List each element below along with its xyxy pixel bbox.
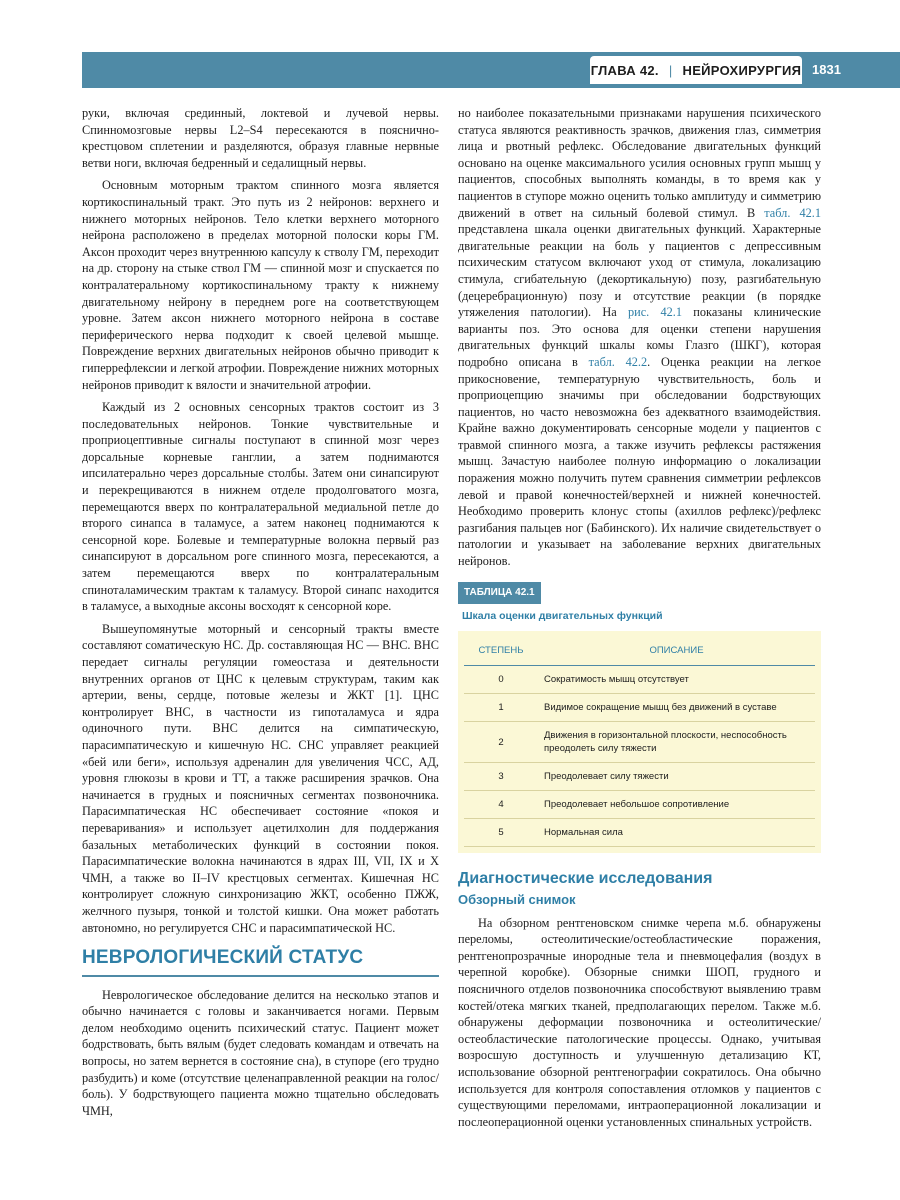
subsubsection-heading: Обзорный снимок xyxy=(458,892,576,907)
table-title: Шкала оценки двигательных функций xyxy=(462,610,663,623)
text-run: но наиболее показательными признаками нарушения психического статуса являются реактивность зрачков, движения глаз, симметрия лица и рвотный рефлекс. Обследование двигательных функций основано на оценке максимального усилия основных групп мышц у пациентов, способных выполнять команды, в то время как у пациентов в ступоре можно оценить только амплитуду и симметрию движений в ответ на сильный болевой стимул. В xyxy=(458,106,821,220)
degree-cell: 0 xyxy=(464,666,538,694)
header-separator: | xyxy=(668,62,673,78)
table-row xyxy=(464,791,815,819)
table-header-row xyxy=(464,639,815,666)
paragraph xyxy=(458,105,821,570)
table-row xyxy=(464,722,815,763)
degree-cell: 1 xyxy=(464,694,538,722)
table-row xyxy=(464,666,815,694)
paragraph: Вышеупомянутые моторный и сенсорный тракты вместе составляют соматическую НС. Др. составляющая НС — ВНС. ВНС передает сигналы регуляции гомеостаза и деятельности внутренних органов от ЦНС к целевым структурам, таким как артерии, вены, сердце, потовые железы и ЖКТ [1]. ЦНС контролирует ВНС, в частности из гипоталамуса и ядра одиночного пути. ВНС делится на симпатическую, парасимпатическую и кишечную НС. СНС управляет реакцией «бей или беги», используя адреналин для увеличения ЧСС, АД, уровня глюкозы в крови и ТТ, а также расширения зрачков. Она начинается в грудных и поясничных сегментах позвоночника. Парасимпатическая НС обеспечивает состояние «покоя и переваривания» и использует ацетилхолин для поддержания базальных метаболических функций в состоянии покоя. Парасимпатические волокна начинаются в ядрах III, VII, IX и X ЧМН, а также во II–IV крестцовых сегментах. Кишечная НС контролирует сложную синхронизацию ЖКТ, особенно ПЖЖ, желчного пузыря, тонкой и толстой кишки. Она может работать автономно, но регулируется СНС и парасимпатической НС. xyxy=(82,621,439,935)
table-label: ТАБЛИЦА 42.1 xyxy=(458,582,541,605)
chapter-number: ГЛАВА 42. xyxy=(590,62,659,78)
paragraph: руки, включая срединный, локтевой и лучевой нервы. Спинномозговые нервы L2–S4 пересекаются в пояснично-крестцовом сплетении и разделяются, образуя главные нервные ветви ноги, включая бедренный и седалищный нервы. xyxy=(82,106,439,170)
degree-cell: 2 xyxy=(464,722,538,763)
paragraph: На обзорном рентгеновском снимке черепа м.б. обнаружены переломы, остеолитические/остеобластические поражения, рентгенопрозрачные инородные тела и пневмоцефалия (воздух в черепной коробке). Обзорные снимки ШОП, грудного и поясничного отделов позвоночника способствуют выявлению травм костей/отека мягких тканей, предполагающих перелом. Также м.б. обнаружены деформации позвоночника и остеолитические/остеобластические патологические процессы. Однако, учитывая возросшую доступность и улучшенную детализацию КТ, использование обзорной рентгенографии сократилось. Она обычно используется для контроля сопоставления отломков у пациентов с существующими переломами, интраоперационной локализации и послеоперационной оценки установленных спинальных устройств. xyxy=(458,915,821,1129)
description-cell: Преодолевает небольшое сопротивление xyxy=(538,791,815,819)
description-cell: Нормальная сила xyxy=(538,819,815,847)
degree-cell: 4 xyxy=(464,791,538,819)
column-header-description: ОПИСАНИЕ xyxy=(538,639,815,666)
table-body xyxy=(458,631,821,854)
degree-cell: 3 xyxy=(464,763,538,791)
table-row xyxy=(464,819,815,847)
table-reference-link[interactable]: табл. 42.2 xyxy=(588,354,648,369)
chapter-header xyxy=(590,56,802,84)
motor-scale-table xyxy=(458,582,821,854)
right-column xyxy=(458,105,821,1130)
section-heading: НЕВРОЛОГИЧЕСКИЙ СТАТУС xyxy=(82,950,439,977)
figure-reference-link[interactable]: рис. 42.1 xyxy=(627,305,683,320)
description-cell: Движения в горизонтальной плоскости, неспособность преодолеть силу тяжести xyxy=(538,722,815,763)
table-row xyxy=(464,694,815,722)
table-grid xyxy=(464,639,815,848)
paragraph: Неврологическое обследование делится на несколько этапов и обычно начинается с головы и заканчивается ногами. Первым делом необходимо оценить психический статус. Пациент может бодрствовать, быть вялым (будет следовать командам и отвечать на вопросы, но затем вернется в состояние сна), в ступоре (его трудно разбудить) и коме (отсутствие целенаправленной реакции на голос/боль). У бодрствующего пациента можно тщательно обследовать ЧМН, xyxy=(82,987,439,1118)
table-row xyxy=(464,763,815,791)
paragraph: Основным моторным трактом спинного мозга является кортикоспинальный тракт. Это путь из 2 нейронов: верхнего и нижнего моторных нейронов. Тело клетки верхнего моторного нейрона расположено в пределах моторной полоски коры ГМ. Аксон проходит через внутреннюю капсулу к стволу ГМ, переходит на др. сторону на стыке ствол ГМ — спинной мозг и спускается по контралатеральному кортикоспинальному тракту к нижнему двигательному нейрону в переднем роге на соответствующем уровне. Затем аксон нижнего моторного нейрона в составе периферического нерва подходит к своей целевой мышце. Повреждение верхних двигательных нейронов обычно приводит к гиперрефлексии и легкой атрофии. Повреждение нижних моторных нейронов приводит к вялости и значительной атрофии. xyxy=(82,178,439,392)
subsection-heading: Диагностические исследования xyxy=(458,870,713,888)
text-run: показаны клинические варианты поз. Это основа для оценки степени нарушения двигательных функций шкалы комы Глазго (ШКГ), которая подробно описана в xyxy=(458,305,821,369)
description-cell: Сократимость мышц отсутствует xyxy=(538,666,815,694)
degree-cell: 5 xyxy=(464,819,538,847)
left-column xyxy=(82,105,439,1119)
text-run: представлена шкала оценки двигательных функций. Характерные двигательные реакции на боль у пациентов с депрессивным психическим статусом включают уход от стимула, локализацию стимула, сгибательную (декортикальную) позу, разгибательную (децеребрационную) позу и отсутствие реакции (в порядке утяжеления патологии). На xyxy=(458,222,821,320)
chapter-title: НЕЙРОХИРУРГИЯ xyxy=(682,62,802,78)
paragraph: Каждый из 2 основных сенсорных трактов состоит из 3 последовательных нейронов. Тонкие чувствительные и проприоцептивные сигналы поступают в спинной мозг через дорсальные корневые ганглии, а затем поднимаются ипсилатерально через дорсальные столбы. Затем они синапсируют и перекрещиваются в нижнем отделе продолговатого мозга, перемещаются вверх по контралатеральной медиальной петле до второго синапса в таламусе, а затем наконец поднимаются к сенсорной коре. Болевые и температурные волокна первый раз синапсируют в дорсальном роге спинного мозга, пересекаются, а затем перемещаются вверх по контралатеральным спиноталамическим трактам к таламусу. Второй синапс находится в таламусе, а выходные аксоны восходят к сенсорной коре. xyxy=(82,400,439,614)
description-cell: Преодолевает силу тяжести xyxy=(538,763,815,791)
column-header-degree: СТЕПЕНЬ xyxy=(464,639,538,666)
table-reference-link[interactable]: табл. 42.1 xyxy=(764,205,821,220)
page-number: 1831 xyxy=(812,62,841,77)
text-run: . Оценка реакции на легкое прикосновение, температурную чувствительность, боль и проприоцепцию значимы при обследовании бодрствующих пациентов, но часто невозможна без адекватного взаимодействия. Крайне важно документировать сенсорные модели у пациентов с травмой спинного мозга, а также изучить рефлексы растяжения мышц. Зачастую наиболее полную информацию о локализации поражения можно получить путем сравнения симметрии рефлексов левой и правой конечностей/верхней и нижней конечностей. Необходимо проверить клонус стопы (ахиллов рефлекс)/рефлекс разгибания пальцев ног (Бабинского). Их наличие свидетельствует о патологии и указывает на заболевание верхних двигательных нейронов. xyxy=(458,354,821,569)
description-cell: Видимое сокращение мышц без движений в суставе xyxy=(538,694,815,722)
